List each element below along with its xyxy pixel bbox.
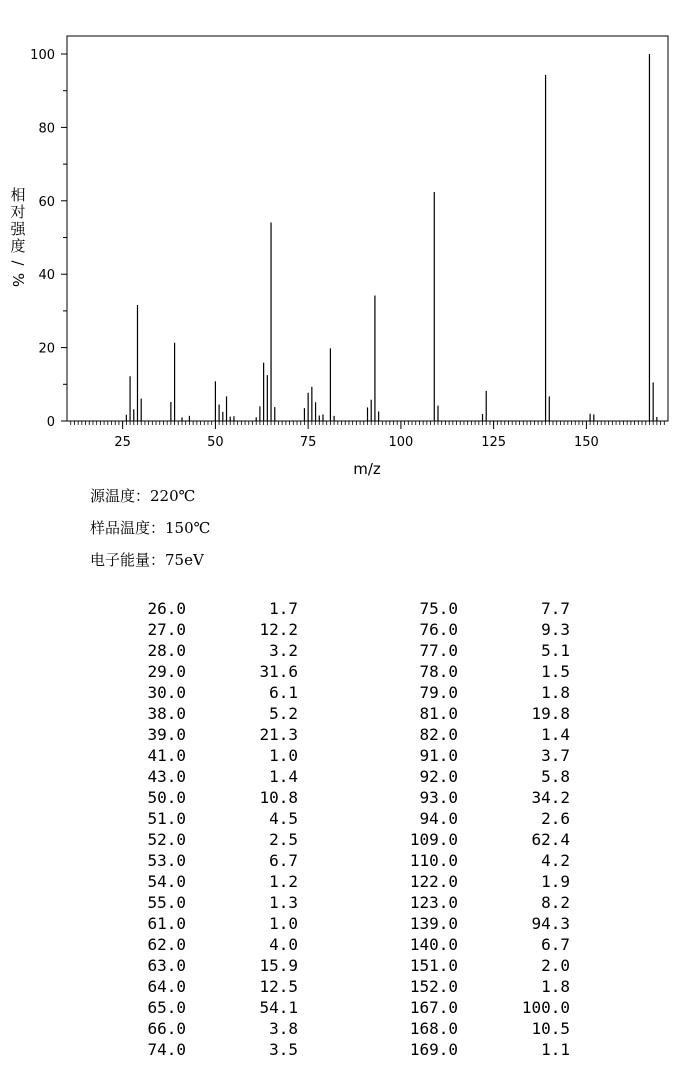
intensity-value: 4.2 xyxy=(541,851,570,870)
mz-value: 168.0 xyxy=(409,1019,458,1038)
y-tick-label: 100 xyxy=(30,48,55,63)
mz-value: 152.0 xyxy=(409,977,458,996)
sample-temperature: 样品温度：150℃ xyxy=(90,519,211,537)
mz-value: 76.0 xyxy=(419,620,458,639)
x-tick-label: 100 xyxy=(388,435,414,450)
intensity-value: 100.0 xyxy=(521,998,570,1017)
intensity-value: 1.9 xyxy=(541,872,570,891)
peak-table-left xyxy=(138,598,298,1060)
intensity-value: 15.9 xyxy=(259,956,298,975)
table-row xyxy=(138,955,298,976)
intensity-value: 3.8 xyxy=(269,1019,298,1038)
mz-value: 140.0 xyxy=(409,935,458,954)
intensity-value: 62.4 xyxy=(531,830,570,849)
x-minor-ticks xyxy=(71,421,665,425)
mz-value: 110.0 xyxy=(409,851,458,870)
intensity-value: 2.6 xyxy=(541,809,570,828)
intensity-value: 1.1 xyxy=(541,1040,570,1059)
mz-value: 26.0 xyxy=(147,599,186,618)
intensity-value: 1.5 xyxy=(541,662,570,681)
intensity-value: 1.0 xyxy=(269,914,298,933)
table-row xyxy=(138,766,298,787)
table-row xyxy=(138,787,298,808)
intensity-value: 2.5 xyxy=(269,830,298,849)
table-row xyxy=(410,640,570,661)
x-tick-label: 125 xyxy=(481,435,507,450)
intensity-value: 8.2 xyxy=(541,893,570,912)
mz-value: 93.0 xyxy=(419,788,458,807)
mz-value: 52.0 xyxy=(147,830,186,849)
intensity-value: 94.3 xyxy=(531,914,570,933)
intensity-value: 12.2 xyxy=(259,620,298,639)
table-row xyxy=(410,913,570,934)
mz-value: 79.0 xyxy=(419,683,458,702)
intensity-value: 4.0 xyxy=(269,935,298,954)
mz-value: 91.0 xyxy=(419,746,458,765)
mass-spectrum-chart xyxy=(0,0,696,485)
mz-value: 94.0 xyxy=(419,809,458,828)
mz-value: 151.0 xyxy=(409,956,458,975)
intensity-value: 6.1 xyxy=(269,683,298,702)
y-tick-label: 60 xyxy=(38,194,55,210)
mz-value: 41.0 xyxy=(147,746,186,765)
intensity-value: 2.0 xyxy=(541,956,570,975)
mz-value: 50.0 xyxy=(147,788,186,807)
table-row xyxy=(138,871,298,892)
table-row xyxy=(138,976,298,997)
x-axis-label: m/z xyxy=(353,460,381,478)
mz-value: 65.0 xyxy=(147,998,186,1017)
intensity-value: 5.1 xyxy=(541,641,570,660)
table-row xyxy=(410,766,570,787)
mz-value: 64.0 xyxy=(147,977,186,996)
mz-value: 78.0 xyxy=(419,662,458,681)
mz-value: 43.0 xyxy=(147,767,186,786)
y-axis-label xyxy=(9,186,27,287)
table-row xyxy=(410,829,570,850)
table-row xyxy=(410,745,570,766)
intensity-value: 31.6 xyxy=(259,662,298,681)
table-row xyxy=(138,598,298,619)
source-temperature: 源温度：220℃ xyxy=(90,487,196,505)
table-row xyxy=(410,955,570,976)
x-tick-label: 25 xyxy=(114,435,131,450)
intensity-value: 1.4 xyxy=(269,767,298,786)
peak-table-right xyxy=(410,598,570,1060)
y-label-char: 度 xyxy=(10,237,26,255)
intensity-value: 1.2 xyxy=(269,872,298,891)
mz-value: 55.0 xyxy=(147,893,186,912)
table-row xyxy=(138,724,298,745)
intensity-value: 3.5 xyxy=(269,1040,298,1059)
mz-value: 30.0 xyxy=(147,683,186,702)
mz-value: 28.0 xyxy=(147,641,186,660)
intensity-value: 19.8 xyxy=(531,704,570,723)
x-tick-label: 50 xyxy=(207,435,224,450)
intensity-value: 5.8 xyxy=(541,767,570,786)
intensity-value: 6.7 xyxy=(269,851,298,870)
mz-value: 51.0 xyxy=(147,809,186,828)
x-tick-label: 150 xyxy=(573,435,599,450)
table-row xyxy=(410,892,570,913)
intensity-value: 1.7 xyxy=(269,599,298,618)
intensity-value: 10.8 xyxy=(259,788,298,807)
table-row xyxy=(410,976,570,997)
plot-frame xyxy=(67,36,668,421)
peak-bars xyxy=(126,54,657,421)
intensity-value: 7.7 xyxy=(541,599,570,618)
table-row xyxy=(410,724,570,745)
mz-value: 62.0 xyxy=(147,935,186,954)
table-row xyxy=(138,892,298,913)
table-row xyxy=(138,1039,298,1060)
intensity-value: 12.5 xyxy=(259,977,298,996)
mz-value: 92.0 xyxy=(419,767,458,786)
y-tick-label: 0 xyxy=(46,415,55,430)
x-axis-ticks xyxy=(114,421,598,450)
mz-value: 81.0 xyxy=(419,704,458,723)
table-row xyxy=(138,997,298,1018)
intensity-value: 1.3 xyxy=(269,893,298,912)
table-row xyxy=(138,661,298,682)
mz-value: 61.0 xyxy=(147,914,186,933)
table-row xyxy=(138,829,298,850)
y-tick-label: 20 xyxy=(38,341,55,357)
table-row xyxy=(410,619,570,640)
y-label-char: / xyxy=(9,260,27,266)
mz-value: 27.0 xyxy=(147,620,186,639)
mz-value: 39.0 xyxy=(147,725,186,744)
table-row xyxy=(138,640,298,661)
intensity-value: 1.8 xyxy=(541,977,570,996)
mz-value: 109.0 xyxy=(409,830,458,849)
y-axis-ticks xyxy=(30,48,67,430)
table-row xyxy=(138,703,298,724)
y-tick-label: 40 xyxy=(38,268,55,284)
table-row xyxy=(138,913,298,934)
intensity-value: 10.5 xyxy=(531,1019,570,1038)
intensity-value: 1.0 xyxy=(269,746,298,765)
intensity-value: 1.8 xyxy=(541,683,570,702)
table-row xyxy=(138,808,298,829)
table-row xyxy=(138,1018,298,1039)
mz-value: 74.0 xyxy=(147,1040,186,1059)
mz-value: 29.0 xyxy=(147,662,186,681)
mz-value: 123.0 xyxy=(409,893,458,912)
y-label-char: 强 xyxy=(10,220,26,238)
mz-value: 53.0 xyxy=(147,851,186,870)
mz-value: 82.0 xyxy=(419,725,458,744)
intensity-value: 3.2 xyxy=(269,641,298,660)
intensity-value: 1.4 xyxy=(541,725,570,744)
y-label-char: 对 xyxy=(10,203,26,221)
table-row xyxy=(410,682,570,703)
electron-energy: 电子能量：75eV xyxy=(90,551,204,569)
table-row xyxy=(410,850,570,871)
y-label-char: 相 xyxy=(10,186,26,204)
table-row xyxy=(410,1018,570,1039)
intensity-value: 21.3 xyxy=(259,725,298,744)
table-row xyxy=(138,850,298,871)
table-row xyxy=(410,808,570,829)
table-row xyxy=(410,598,570,619)
table-row xyxy=(410,787,570,808)
table-row xyxy=(138,934,298,955)
intensity-value: 34.2 xyxy=(531,788,570,807)
mz-value: 167.0 xyxy=(409,998,458,1017)
intensity-value: 3.7 xyxy=(541,746,570,765)
table-row xyxy=(410,997,570,1018)
intensity-value: 6.7 xyxy=(541,935,570,954)
table-row xyxy=(410,661,570,682)
intensity-value: 4.5 xyxy=(269,809,298,828)
x-tick-label: 75 xyxy=(299,435,317,450)
intensity-value: 9.3 xyxy=(541,620,570,639)
table-row xyxy=(138,682,298,703)
mz-value: 139.0 xyxy=(409,914,458,933)
table-row xyxy=(410,871,570,892)
y-label-char: % xyxy=(9,272,27,288)
table-row xyxy=(410,934,570,955)
table-row xyxy=(138,745,298,766)
table-row xyxy=(410,703,570,724)
table-row xyxy=(138,619,298,640)
intensity-value: 5.2 xyxy=(269,704,298,723)
table-row xyxy=(410,1039,570,1060)
mz-value: 66.0 xyxy=(147,1019,186,1038)
intensity-value: 54.1 xyxy=(259,998,298,1017)
mz-value: 77.0 xyxy=(419,641,458,660)
mz-value: 122.0 xyxy=(409,872,458,891)
mz-value: 169.0 xyxy=(409,1040,458,1059)
mz-value: 54.0 xyxy=(147,872,186,891)
y-tick-label: 80 xyxy=(38,121,55,137)
mz-value: 75.0 xyxy=(419,599,458,618)
mz-value: 63.0 xyxy=(147,956,186,975)
x-minor-tick-path xyxy=(71,421,665,425)
mz-value: 38.0 xyxy=(147,704,186,723)
